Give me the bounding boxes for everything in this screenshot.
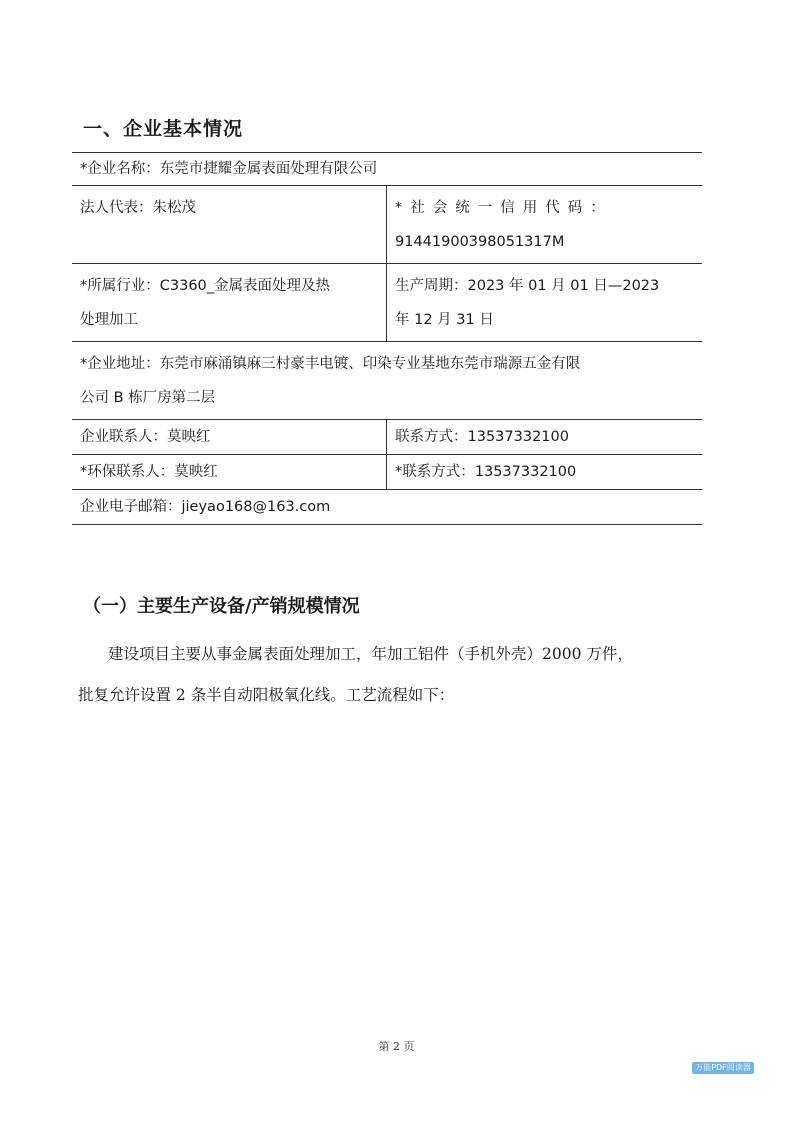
period-cell — [387, 264, 703, 342]
env-contact-person-cell: *环保联系人：莫映红 — [72, 455, 387, 490]
table-row — [72, 153, 702, 186]
legal-rep-text: 法人代表：朱松茂 — [80, 200, 196, 216]
section-title: 一、企业基本情况 — [83, 118, 244, 140]
table-row — [72, 342, 702, 420]
page-number: 第 2 页 — [378, 1040, 415, 1053]
subsection-title: （一）主要生产设备/产销规模情况 — [83, 596, 360, 617]
paragraph-line2: 批复允许设置 2 条半自动阳极氧化线。工艺流程如下： — [78, 686, 455, 704]
industry-line1: *所属行业：C3360_金属表面处理及热 — [80, 278, 331, 294]
paragraph-line1 — [78, 634, 703, 675]
contact-phone-cell: 联系方式：13537332100 — [387, 420, 703, 455]
enterprise-info-table — [72, 152, 702, 525]
company-name-cell: *企业名称：东莞市捷耀金属表面处理有限公司 — [72, 153, 702, 186]
table-row — [72, 186, 702, 264]
address-cell — [72, 342, 702, 420]
table-row — [72, 455, 702, 490]
credit-code-label: *社会统一信用代码： — [395, 200, 613, 216]
table-row — [72, 490, 702, 525]
table-row — [72, 420, 702, 455]
industry-line2: 处理加工 — [80, 312, 138, 328]
contact-person-cell: 企业联系人：莫映红 — [72, 420, 387, 455]
address-line2: 公司 B 栋厂房第二层 — [80, 390, 216, 406]
legal-rep-cell — [72, 186, 387, 264]
period-line1: 生产周期：2023 年 01 月 01 日—2023 — [395, 278, 660, 294]
period-line2: 年 12 月 31 日 — [395, 312, 494, 328]
paragraph-line1-text: 建设项目主要从事金属表面处理加工，年加工铝件（手机外壳）2000 万件， — [108, 645, 633, 663]
env-contact-phone-cell: *联系方式：13537332100 — [387, 455, 703, 490]
credit-code-cell — [387, 186, 703, 264]
industry-cell — [72, 264, 387, 342]
address-line1: *企业地址：东莞市麻涌镇麻三村豪丰电镀、印染专业基地东莞市瑞源五金有限 — [80, 356, 581, 372]
credit-code-value: 91441900398051317M — [395, 234, 565, 250]
email-cell: 企业电子邮箱：jieyao168@163.com — [72, 490, 702, 525]
table-row — [72, 264, 702, 342]
body-paragraph — [78, 634, 703, 716]
reader-watermark: 万能PDF阅读器 — [692, 1062, 754, 1074]
